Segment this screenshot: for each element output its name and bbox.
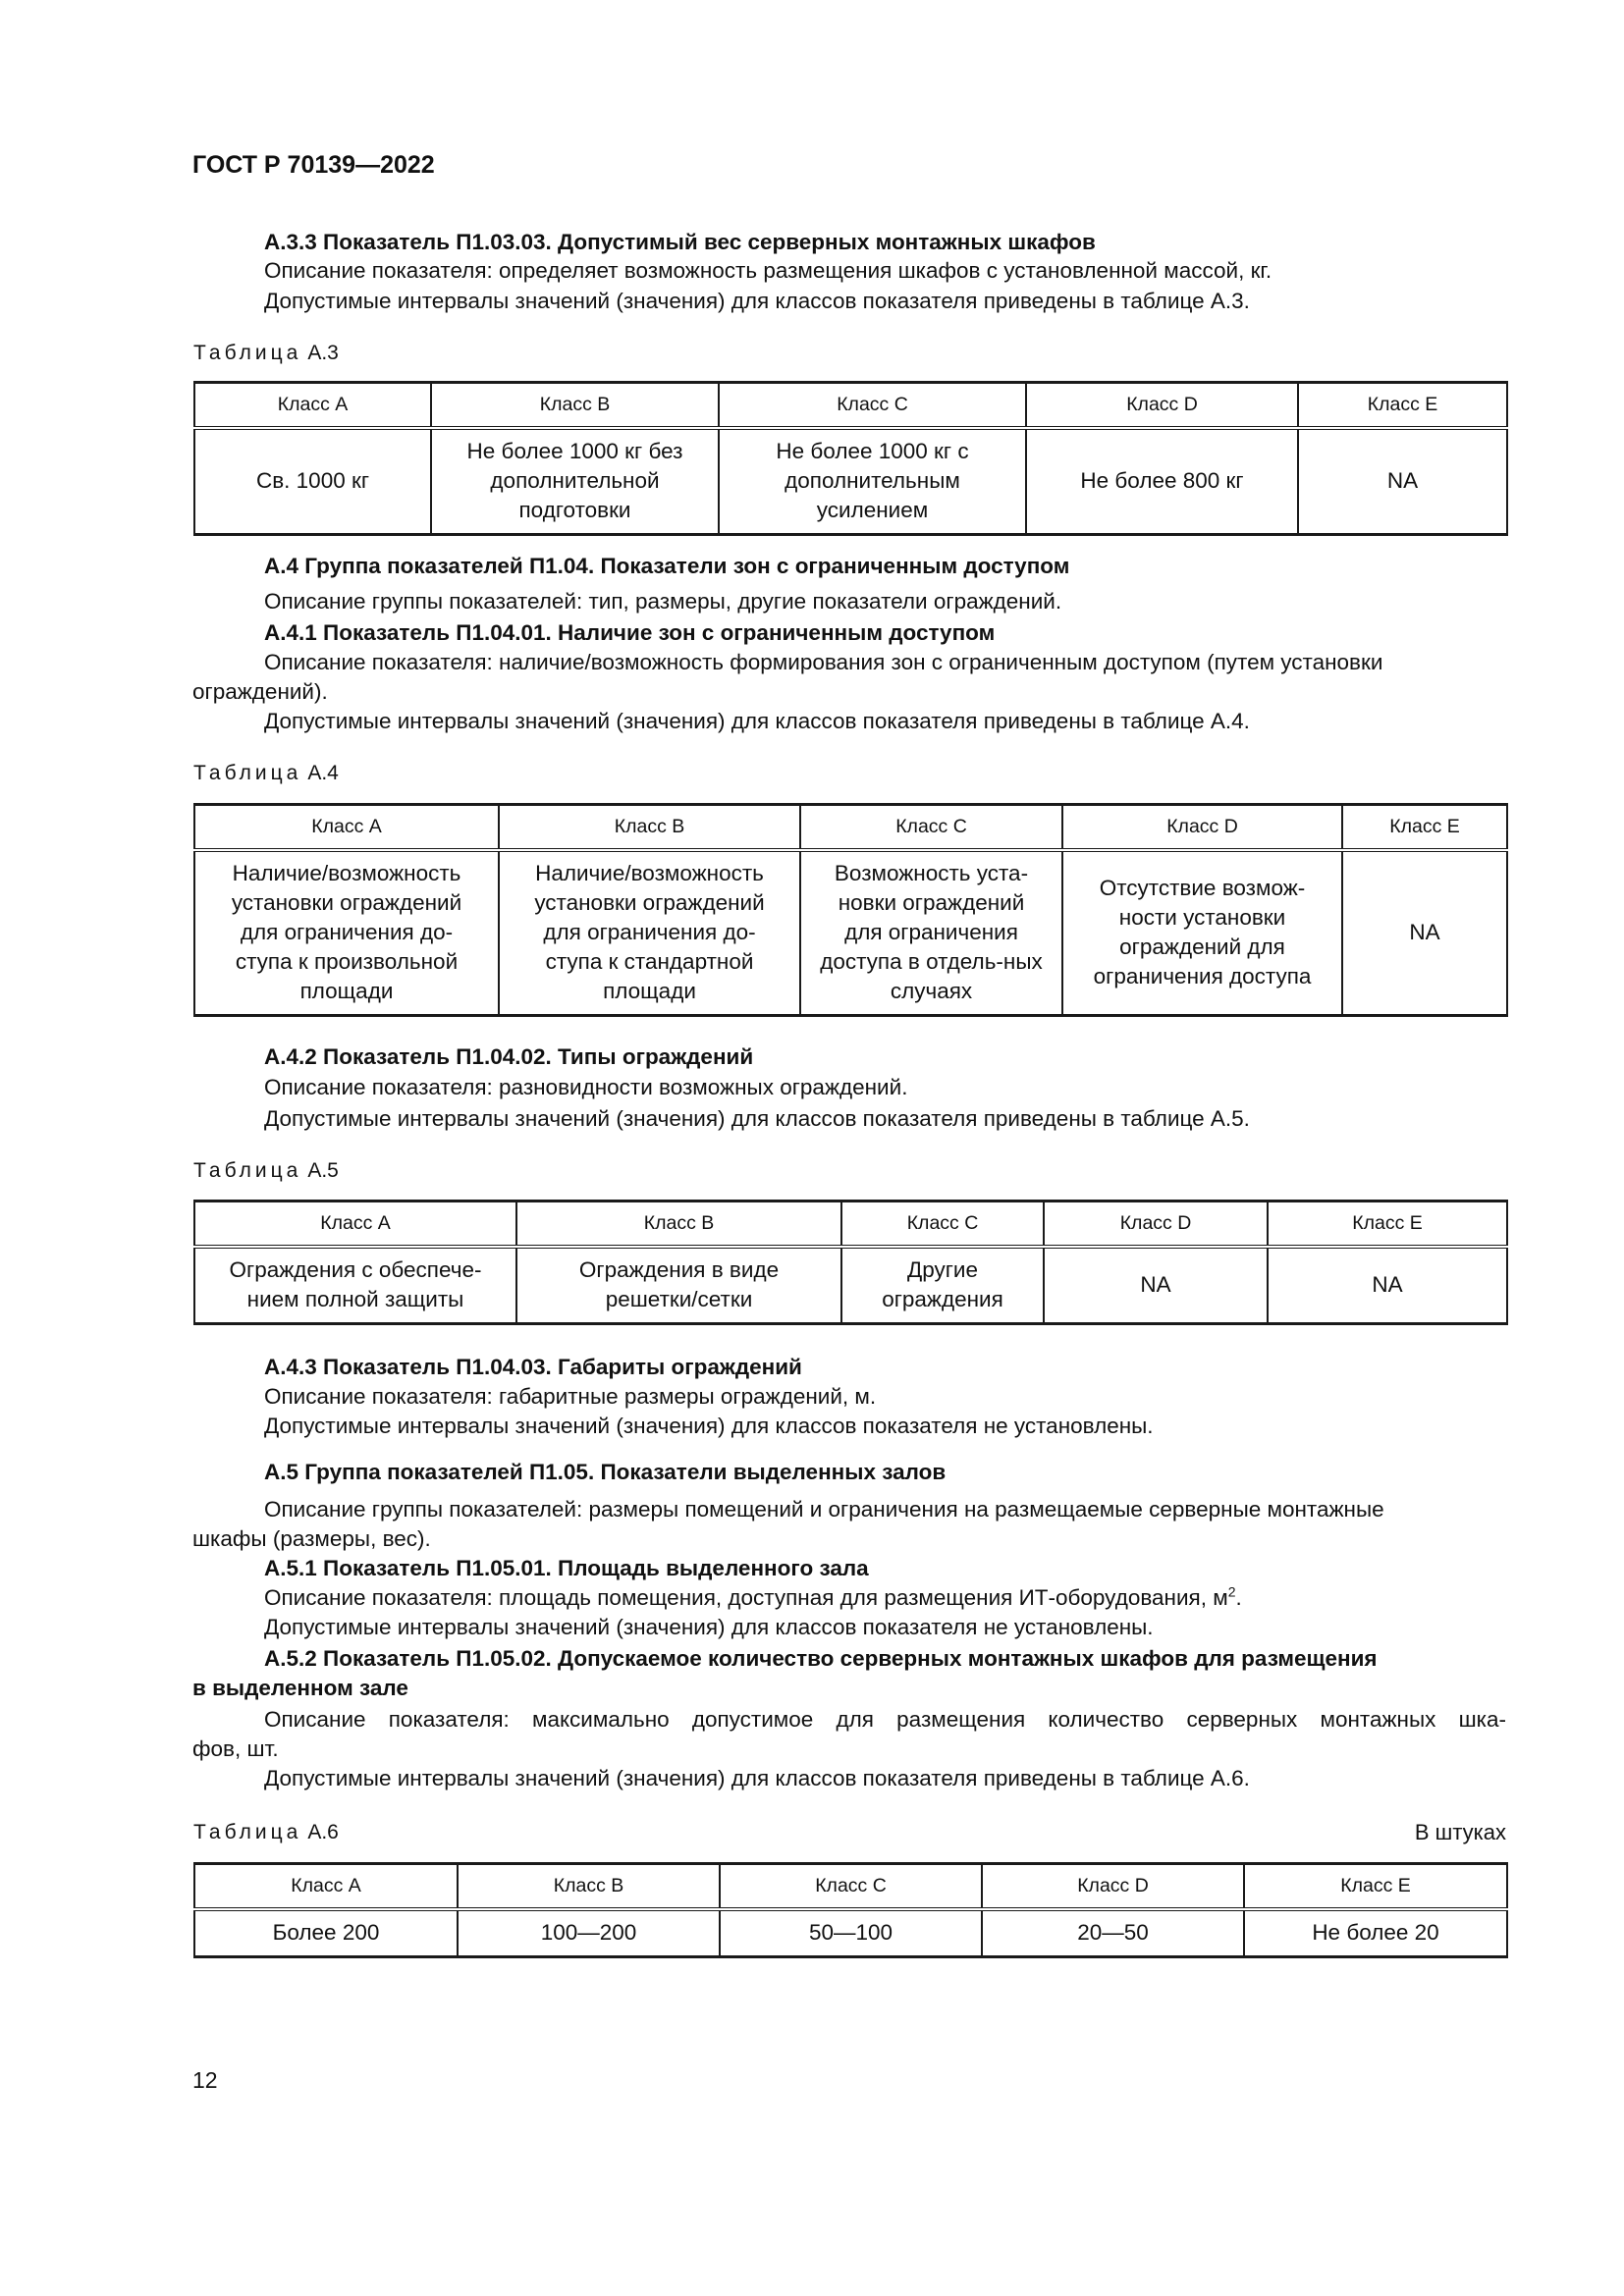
table-row: [194, 1247, 1507, 1323]
table-header-cell: Класс B: [499, 805, 800, 851]
table-label-number: А.5: [307, 1159, 339, 1182]
table-label-word: Таблица: [193, 1821, 302, 1843]
section-heading-a41: А.4.1 Показатель П1.04.01. Наличие зон с ограниченным доступом: [264, 620, 996, 645]
section-description: [264, 1583, 1242, 1613]
section-heading-a52-cont: в выделенном зале: [192, 1676, 408, 1700]
table-header-cell: Класс B: [458, 1864, 720, 1910]
table-cell: Не более 20: [1244, 1909, 1507, 1956]
table-header-row: [194, 1201, 1507, 1248]
table-cell: NA: [1044, 1247, 1268, 1323]
section-intervals: Допустимые интервалы значений (значения) для классов показателя приведены в таблице А.3.: [264, 289, 1250, 313]
section-heading-a52: А.5.2 Показатель П1.05.02. Допускаемое количество серверных монтажных шкафов для размещения: [264, 1646, 1378, 1671]
table-a5: [193, 1200, 1508, 1325]
section-description-cont: ограждений).: [192, 679, 328, 704]
table-header-cell: Класс A: [194, 1201, 516, 1248]
table-header-cell: Класс D: [982, 1864, 1244, 1910]
table-label-a3: [193, 340, 339, 367]
table-cell: Ограждения в виде решетки/сетки: [516, 1247, 841, 1323]
section-heading-a4: А.4 Группа показателей П1.04. Показатели зон с ограниченным доступом: [264, 554, 1070, 578]
table-header-cell: Класс A: [194, 383, 431, 429]
table-cell: Наличие/возможность установки ограждений для ограничения до-ступа к произвольной площади: [194, 850, 499, 1015]
section-description: Описание показателя: наличие/возможность формирования зон с ограниченным доступом (путем установки: [264, 650, 1383, 674]
table-cell: 50—100: [720, 1909, 982, 1956]
table-header-cell: Класс C: [719, 383, 1026, 429]
table-header-cell: Класс B: [431, 383, 719, 429]
table-cell: Не более 800 кг: [1026, 428, 1298, 534]
table-header-row: [194, 805, 1507, 851]
table-label-a4: [193, 760, 339, 787]
table-cell: NA: [1342, 850, 1507, 1015]
table-header-row: [194, 1864, 1507, 1910]
section-description: Описание группы показателей: размеры помещений и ограничения на размещаемые серверные монтажные: [264, 1497, 1384, 1522]
table-a3: [193, 381, 1508, 536]
table-label-a5: [193, 1157, 339, 1185]
table-row: [194, 1909, 1507, 1956]
section-description: Описание группы показателей: тип, размеры, другие показатели ограждений.: [264, 589, 1062, 614]
table-cell: NA: [1268, 1247, 1507, 1323]
table-header-cell: Класс C: [800, 805, 1062, 851]
table-cell: Не более 1000 кг с дополнительным усилением: [719, 428, 1026, 534]
table-cell: Отсутствие возмож-ности установки ограждений для ограничения доступа: [1062, 850, 1342, 1015]
table-cell: Возможность уста-новки ограждений для ограничения доступа в отдель-ных случаях: [800, 850, 1062, 1015]
section-heading-a42: А.4.2 Показатель П1.04.02. Типы ограждений: [264, 1044, 754, 1069]
section-heading-a5: А.5 Группа показателей П1.05. Показатели выделенных залов: [264, 1460, 947, 1484]
table-header-row: [194, 383, 1507, 429]
table-row: [194, 428, 1507, 534]
section-intervals: Допустимые интервалы значений (значения) для классов показателя не установлены.: [264, 1615, 1154, 1639]
table-label-number: А.6: [307, 1821, 339, 1843]
table-cell: Не более 1000 кг без дополнительной подготовки: [431, 428, 719, 534]
table-cell: Св. 1000 кг: [194, 428, 431, 534]
table-header-cell: Класс D: [1026, 383, 1298, 429]
table-header-cell: Класс C: [720, 1864, 982, 1910]
table-header-cell: Класс A: [194, 805, 499, 851]
table-header-cell: Класс E: [1342, 805, 1507, 851]
table-cell: Наличие/возможность установки ограждений для ограничения до-ступа к стандартной площади: [499, 850, 800, 1015]
table-cell: NA: [1298, 428, 1507, 534]
section-intervals: Допустимые интервалы значений (значения) для классов показателя приведены в таблице А.4.: [264, 709, 1250, 733]
table-label-word: Таблица: [193, 1159, 302, 1182]
section-description: Описание показателя: определяет возможность размещения шкафов с установленной массой, кг.: [264, 258, 1272, 283]
section-intervals: Допустимые интервалы значений (значения) для классов показателя приведены в таблице А.5.: [264, 1106, 1250, 1131]
table-cell: Более 200: [194, 1909, 458, 1956]
section-intervals: Допустимые интервалы значений (значения) для классов показателя приведены в таблице А.6.: [264, 1766, 1250, 1790]
table-header-cell: Класс A: [194, 1864, 458, 1910]
section-intervals: Допустимые интервалы значений (значения) для классов показателя не установлены.: [264, 1414, 1154, 1438]
table-row: [194, 850, 1507, 1015]
table-units: В штуках: [1414, 1820, 1506, 1844]
section-description: Описание показателя: габаритные размеры ограждений, м.: [264, 1384, 877, 1409]
table-header-cell: Класс B: [516, 1201, 841, 1248]
document-title: ГОСТ Р 70139—2022: [192, 151, 435, 179]
table-label-word: Таблица: [193, 762, 302, 784]
table-header-cell: Класс C: [841, 1201, 1044, 1248]
page-number: 12: [192, 2067, 218, 2093]
table-label-number: А.3: [307, 342, 339, 364]
description-text: Описание показателя: площадь помещения, доступная для размещения ИТ-оборудования, м: [264, 1585, 1228, 1610]
table-label-a6: [193, 1819, 339, 1846]
superscript: 2: [1227, 1583, 1236, 1600]
table-header-cell: Класс D: [1044, 1201, 1268, 1248]
section-description-cont: шкафы (размеры, вес).: [192, 1526, 431, 1551]
table-header-cell: Класс E: [1244, 1864, 1507, 1910]
table-cell: Ограждения с обеспече-нием полной защиты: [194, 1247, 516, 1323]
table-header-cell: Класс E: [1268, 1201, 1507, 1248]
table-cell: Другие ограждения: [841, 1247, 1044, 1323]
table-header-cell: Класс D: [1062, 805, 1342, 851]
section-heading-a51: А.5.1 Показатель П1.05.01. Площадь выделенного зала: [264, 1556, 869, 1580]
table-cell: 20—50: [982, 1909, 1244, 1956]
section-heading-a43: А.4.3 Показатель П1.04.03. Габариты ограждений: [264, 1355, 802, 1379]
table-a4: [193, 803, 1508, 1017]
table-a6: [193, 1862, 1508, 1958]
table-header-cell: Класс E: [1298, 383, 1507, 429]
section-description: Описание показателя: разновидности возможных ограждений.: [264, 1075, 908, 1099]
description-end: .: [1235, 1585, 1242, 1610]
table-cell: 100—200: [458, 1909, 720, 1956]
table-label-number: А.4: [307, 762, 339, 784]
section-heading-a33: А.3.3 Показатель П1.03.03. Допустимый вес серверных монтажных шкафов: [264, 230, 1096, 254]
section-description: Описание показателя: максимально допустимое для размещения количество серверных монтажных шка-: [264, 1707, 1506, 1732]
section-description-cont: фов, шт.: [192, 1736, 279, 1761]
table-label-word: Таблица: [193, 342, 302, 364]
